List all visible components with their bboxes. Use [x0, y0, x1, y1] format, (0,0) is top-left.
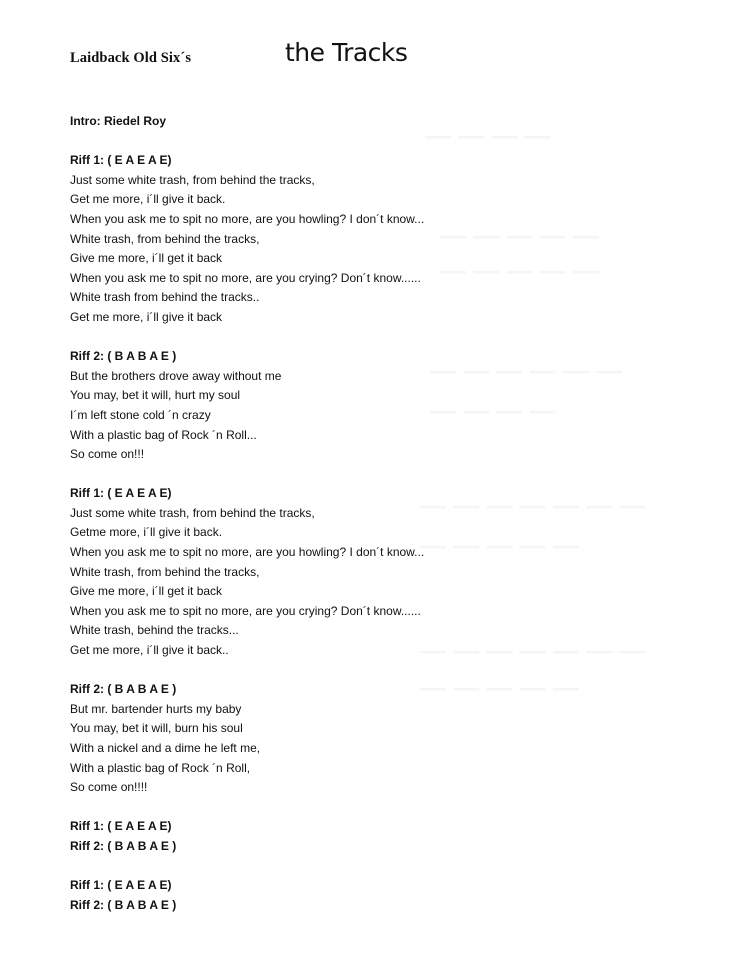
bleed-through: [425, 120, 551, 151]
spacer: [70, 328, 424, 348]
lyric-line: Getme more, i´ll give it back.: [70, 525, 223, 540]
riff-label: Riff 1: ( E A E A E): [70, 819, 172, 834]
riff-label: Riff 1: ( E A E A E): [70, 878, 172, 893]
page-header: [70, 38, 670, 78]
lyric-line: With a plastic bag of Rock ´n Roll,: [70, 760, 251, 775]
outro-block-1: [70, 817, 424, 856]
spacer: [70, 465, 424, 485]
lyric-line: I´m left stone cold ´n crazy: [70, 407, 211, 422]
lyric-line: White trash from behind the tracks..: [70, 290, 260, 305]
riff-label: Riff 2: ( B A B A E ): [70, 897, 177, 912]
spacer: [70, 661, 424, 681]
lyric-line: You may, bet it will, burn his soul: [70, 721, 243, 736]
chorus-2: [70, 680, 424, 798]
bleed-through: [440, 255, 599, 286]
song-title: the Tracks: [285, 38, 408, 67]
lyric-line: Give me more, i´ll get it back: [70, 584, 223, 599]
lyric-line: You may, bet it will, hurt my soul: [70, 388, 241, 403]
riff-label: Riff 1: ( E A E A E): [70, 486, 172, 501]
lyric-line: With a nickel and a dime he left me,: [70, 741, 261, 755]
verse-2: [70, 484, 424, 660]
bleed-through: [420, 490, 645, 521]
bleed-through: [420, 635, 645, 666]
riff-label: Riff 1: ( E A E A E): [70, 153, 172, 168]
lyric-line: But the brothers drove away without me: [70, 368, 282, 383]
lyric-line: So come on!!!!: [70, 780, 148, 795]
lyric-line: When you ask me to spit no more, are you howling? I don´t know...: [70, 211, 425, 226]
lyric-line: White trash, behind the tracks...: [70, 623, 239, 638]
lyric-line: White trash, from behind the tracks,: [70, 231, 260, 246]
lyric-line: Get me more, i´ll give it back: [70, 309, 223, 324]
spacer: [70, 857, 424, 877]
bleed-through: [440, 220, 599, 251]
lyric-line: Get me more, i´ll give it back..: [70, 643, 229, 658]
intro-label: Intro: Riedel Roy: [70, 114, 167, 128]
lyric-line: Just some white trash, from behind the tracks,: [70, 172, 315, 187]
lyric-line: But mr. bartender hurts my baby: [70, 701, 242, 716]
lyric-line: White trash, from behind the tracks,: [70, 564, 260, 579]
chorus-1: [70, 347, 424, 465]
lyrics-sheet: [70, 112, 424, 915]
bleed-through: [430, 355, 622, 386]
bleed-through: [420, 530, 579, 561]
lyric-line: Just some white trash, from behind the tracks,: [70, 505, 315, 520]
spacer: [70, 798, 424, 818]
riff-label: Riff 2: ( B A B A E ): [70, 838, 177, 853]
riff-label: Riff 2: ( B A B A E ): [70, 349, 177, 364]
lyric-line: Give me more, i´ll get it back: [70, 251, 223, 266]
lyric-line: When you ask me to spit no more, are you crying? Don´t know......: [70, 603, 421, 618]
band-name: Laidback Old Six´s: [70, 50, 192, 66]
riff-label: Riff 2: ( B A B A E ): [70, 682, 177, 697]
lyric-line: So come on!!!: [70, 447, 145, 462]
lyric-line: Get me more, i´ll give it back.: [70, 192, 226, 207]
bleed-through: [420, 672, 579, 703]
lyric-line: When you ask me to spit no more, are you crying? Don´t know......: [70, 270, 421, 285]
lyric-line: When you ask me to spit no more, are you howling? I don´t know...: [70, 545, 425, 560]
spacer: [70, 132, 424, 152]
bleed-through: [430, 395, 556, 426]
lyric-line: With a plastic bag of Rock ´n Roll...: [70, 427, 257, 442]
outro-block-2: [70, 876, 424, 915]
verse-1: [70, 151, 424, 327]
